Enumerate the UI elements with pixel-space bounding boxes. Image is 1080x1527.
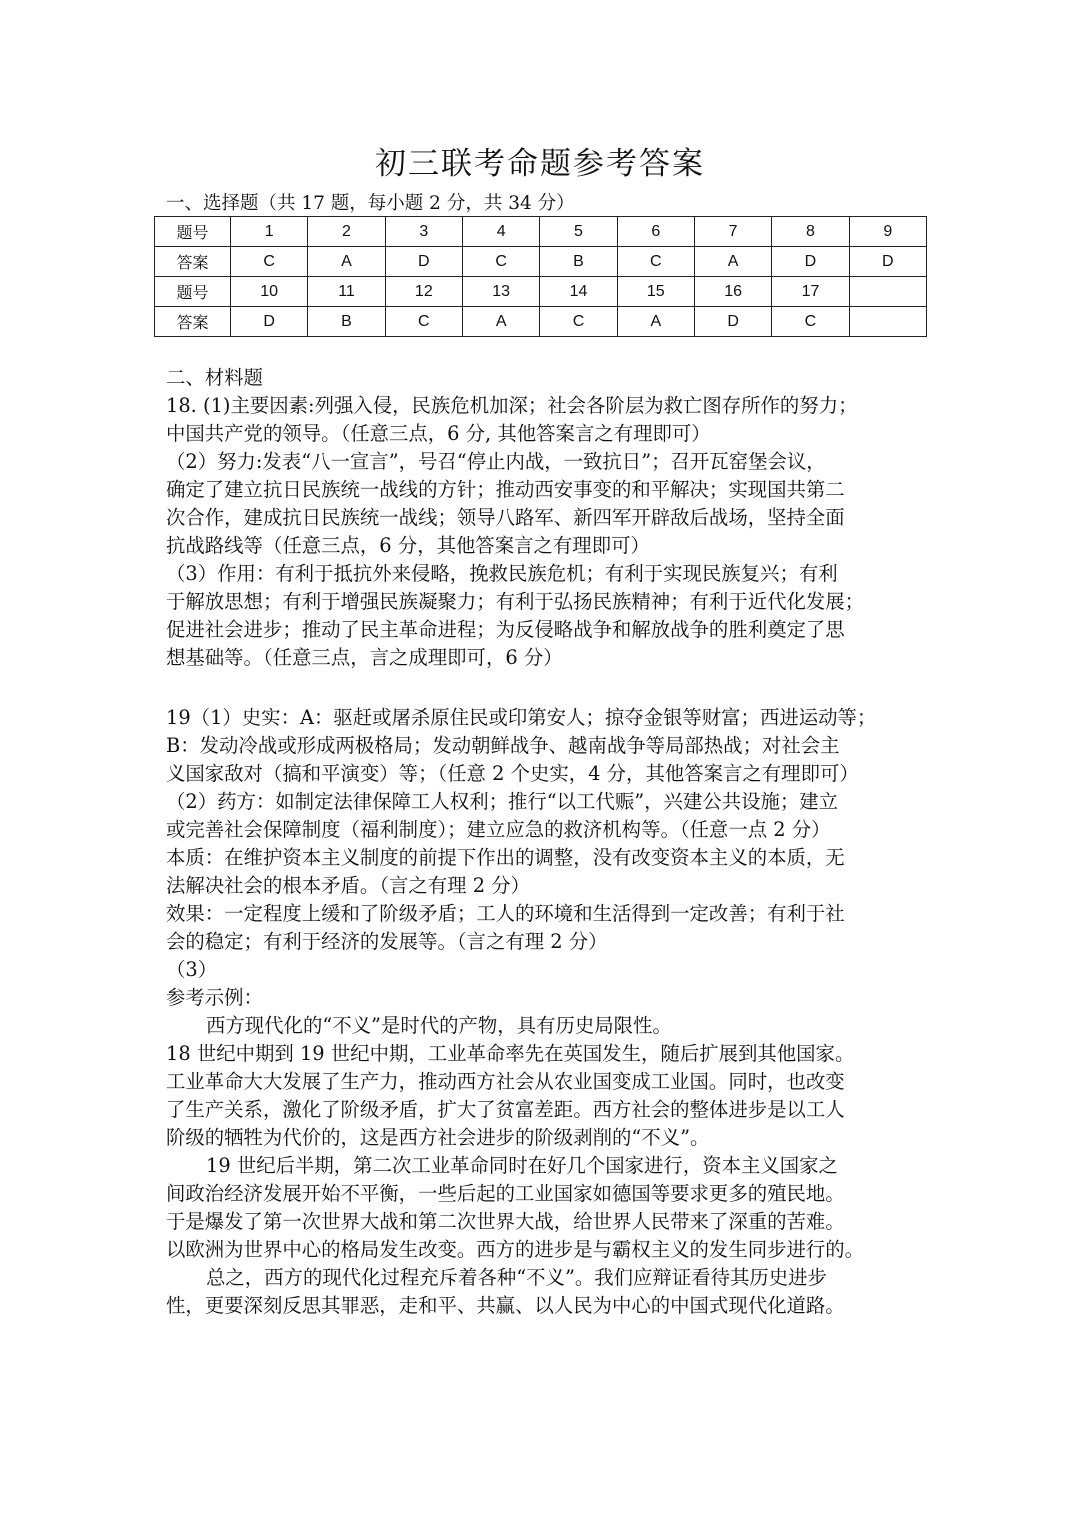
table-cell: C: [231, 247, 308, 277]
table-cell: A: [308, 247, 385, 277]
q18-line: 确定了建立抗日民族统一战线的方针；推动西安事变的和平解决；实现国共第二: [166, 478, 845, 501]
q19-line: 义国家敌对（搞和平演变）等；（任意 2 个史实，4 分，其他答案言之有理即可）: [166, 762, 859, 785]
table-cell: D: [231, 307, 308, 337]
table-cell: D: [772, 247, 849, 277]
table-cell: A: [617, 307, 694, 337]
table-cell: B: [540, 247, 617, 277]
q19-line: （3）: [166, 958, 218, 981]
table-cell: A: [462, 307, 539, 337]
essay-line: 以欧洲为世界中心的格局发生改变。西方的进步是与霸权主义的发生同步进行的。: [166, 1238, 865, 1261]
essay-line: 了生产关系，激化了阶级矛盾，扩大了贫富差距。西方社会的整体进步是以工人: [166, 1098, 845, 1121]
table-cell: 5: [540, 217, 617, 247]
table-cell: 13: [462, 277, 539, 307]
q18-line: （2）努力:发表“八一宣言”，号召“停止内战，一致抗日”；召开瓦窑堡会议，: [166, 450, 826, 473]
table-row: [155, 217, 927, 247]
table-cell: 17: [772, 277, 849, 307]
row-label: 题号: [155, 277, 231, 307]
table-cell: 14: [540, 277, 617, 307]
table-cell: [849, 277, 926, 307]
answer-table: [154, 216, 927, 337]
q19-line: B：发动冷战或形成两极格局；发动朝鲜战争、越南战争等局部热战；对社会主: [166, 734, 840, 757]
q19-line: （2）药方：如制定法律保障工人权利；推行“以工代赈”，兴建公共设施；建立: [166, 790, 839, 813]
table-cell: C: [462, 247, 539, 277]
question-19: [166, 704, 926, 1320]
q18-line: 18. (1)主要因素:列强入侵，民族危机加深；社会各阶层为救亡图存所作的努力；: [166, 394, 858, 417]
q18-line: 想基础等。（任意三点，言之成理即可，6 分）: [166, 646, 563, 669]
table-cell: 15: [617, 277, 694, 307]
table-cell: 16: [694, 277, 771, 307]
table-cell: 3: [385, 217, 462, 247]
q19-line: 参考示例：: [166, 986, 263, 1009]
essay-line: 性，更要深刻反思其罪恶，走和平、共赢、以人民为中心的中国式现代化道路。: [166, 1294, 845, 1317]
table-cell: 8: [772, 217, 849, 247]
q18-line: 中国共产党的领导。（任意三点，6 分, 其他答案言之有理即可）: [166, 422, 711, 445]
table-cell: 12: [385, 277, 462, 307]
essay-line: 间政治经济发展开始不平衡，一些后起的工业国家如德国等要求更多的殖民地。: [166, 1182, 845, 1205]
q18-line: 于解放思想；有利于增强民族凝聚力；有利于弘扬民族精神；有利于近代化发展；: [166, 590, 865, 613]
table-cell: 4: [462, 217, 539, 247]
section1-heading: 一、选择题（共 17 题，每小题 2 分，共 34 分）: [166, 193, 575, 214]
table-cell: C: [540, 307, 617, 337]
table-cell: 9: [849, 217, 926, 247]
table-cell: D: [385, 247, 462, 277]
q19-line: 法解决社会的根本矛盾。（言之有理 2 分）: [166, 874, 530, 897]
essay-line: 18 世纪中期到 19 世纪中期，工业革命率先在英国发生，随后扩展到其他国家。: [166, 1042, 855, 1065]
table-row: [155, 307, 927, 337]
essay-line: 阶级的牺牲为代价的，这是西方社会进步的阶级剥削的“不义”。: [166, 1126, 710, 1149]
q19-line: 会的稳定；有利于经济的发展等。（言之有理 2 分）: [166, 930, 608, 953]
table-row: [155, 247, 927, 277]
table-cell: D: [694, 307, 771, 337]
row-label: 题号: [155, 217, 231, 247]
table-cell: C: [617, 247, 694, 277]
essay-line: 19 世纪后半期，第二次工业革命同时在好几个国家进行，资本主义国家之: [206, 1154, 838, 1177]
table-cell: C: [772, 307, 849, 337]
section2: [166, 364, 926, 672]
q18-line: 抗战路线等（任意三点，6 分，其他答案言之有理即可）: [166, 534, 650, 557]
q19-line: 本质：在维护资本主义制度的前提下作出的调整，没有改变资本主义的本质，无: [166, 846, 845, 869]
table-cell: [849, 307, 926, 337]
essay-line: 工业革命大大发展了生产力，推动西方社会从农业国变成工业国。同时，也改变: [166, 1070, 845, 1093]
table-cell: D: [849, 247, 926, 277]
essay-line: 西方现代化的“不义”是时代的产物，具有历史局限性。: [206, 1014, 672, 1037]
table-cell: 11: [308, 277, 385, 307]
table-cell: C: [385, 307, 462, 337]
table-cell: 1: [231, 217, 308, 247]
table-cell: 10: [231, 277, 308, 307]
table-cell: 7: [694, 217, 771, 247]
table-cell: 6: [617, 217, 694, 247]
row-label: 答案: [155, 247, 231, 277]
row-label: 答案: [155, 307, 231, 337]
q18-line: 促进社会进步；推动了民主革命进程；为反侵略战争和解放战争的胜利奠定了思: [166, 618, 845, 641]
essay-line: 于是爆发了第一次世界大战和第二次世界大战，给世界人民带来了深重的苦难。: [166, 1210, 845, 1233]
page-title: 初三联考命题参考答案: [375, 146, 705, 182]
q18-line: （3）作用：有利于抵抗外来侵略，挽救民族危机；有利于实现民族复兴；有利: [166, 562, 838, 585]
essay-line: 总之，西方的现代化过程充斥着各种“不义”。我们应辩证看待其历史进步: [206, 1266, 827, 1289]
section2-heading: 二、材料题: [166, 366, 263, 389]
q19-line: 效果：一定程度上缓和了阶级矛盾；工人的环境和生活得到一定改善；有利于社: [166, 902, 845, 925]
q19-line: 或完善社会保障制度（福利制度）；建立应急的救济机构等。（任意一点 2 分）: [166, 818, 831, 841]
table-cell: 2: [308, 217, 385, 247]
table-row: [155, 277, 927, 307]
q18-line: 次合作，建成抗日民族统一战线；领导八路军、新四军开辟敌后战场，坚持全面: [166, 506, 845, 529]
table-cell: A: [694, 247, 771, 277]
q19-line: 19（1）史实：A：驱赶或屠杀原住民或印第安人；掠夺金银等财富；西进运动等；: [166, 706, 877, 729]
table-cell: B: [308, 307, 385, 337]
